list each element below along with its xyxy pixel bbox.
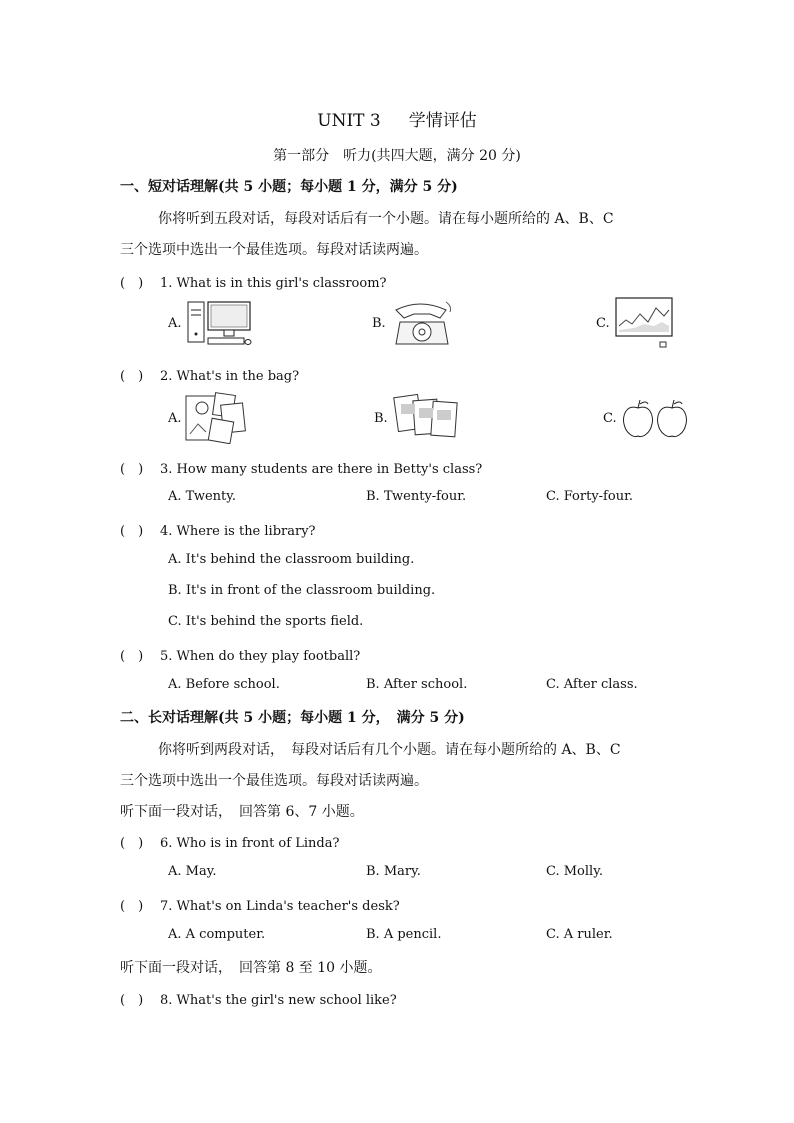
question-text: 1. What is in this girl's classroom?	[160, 276, 387, 291]
part-heading: 第一部分 听力(共四大题，满分 20 分)	[273, 148, 521, 164]
books-icon	[392, 392, 462, 442]
q7-option-c: C. A ruler.	[546, 927, 613, 942]
listen-instruction-2: 听下面一段对话， 回答第 8 至 10 小题。	[120, 960, 382, 976]
pictures-icon	[184, 392, 250, 444]
q7-option-b: B. A pencil.	[366, 927, 442, 942]
answer-blank[interactable]: ( )	[120, 524, 144, 539]
question-2	[120, 365, 299, 384]
q1-option-b-label: B.	[372, 316, 386, 331]
answer-blank[interactable]: ( )	[120, 462, 144, 477]
answer-blank[interactable]: ( )	[120, 899, 144, 914]
section1-instruction-line1: 你将听到五段对话，每段对话后有一个小题。请在每小题所给的 A、B、C	[158, 211, 614, 227]
section2-instruction-line2: 三个选项中选出一个最佳选项。每段对话读两遍。	[120, 773, 428, 789]
question-text: 7. What's on Linda's teacher's desk?	[160, 899, 400, 914]
tv-icon	[614, 296, 676, 352]
question-text: 8. What's the girl's new school like?	[160, 993, 397, 1008]
q5-option-a: A. Before school.	[168, 677, 280, 692]
question-text: 2. What's in the bag?	[160, 369, 300, 384]
question-text: 4. Where is the library?	[160, 524, 316, 539]
section2-instruction-line1: 你将听到两段对话， 每段对话后有几个小题。请在每小题所给的 A、B、C	[158, 742, 621, 758]
q3-option-b: B. Twenty-four.	[366, 489, 467, 504]
answer-blank[interactable]: ( )	[120, 649, 144, 664]
q3-option-c: C. Forty-four.	[546, 489, 633, 504]
q2-option-a-label: A.	[168, 411, 182, 426]
q7-option-a: A. A computer.	[168, 927, 266, 942]
q6-option-a: A. May.	[168, 864, 217, 879]
q5-option-b: B. After school.	[366, 677, 468, 692]
q4-option-c: C. It's behind the sports field.	[168, 614, 364, 629]
section1-instruction-line2: 三个选项中选出一个最佳选项。每段对话读两遍。	[120, 242, 428, 258]
q2-option-b-label: B.	[374, 411, 388, 426]
q2-option-c-label: C.	[603, 411, 617, 426]
q1-option-c-label: C.	[596, 316, 610, 331]
question-text: 6. Who is in front of Linda?	[160, 836, 340, 851]
q4-option-b: B. It's in front of the classroom building.	[168, 583, 436, 598]
question-6	[120, 832, 339, 851]
answer-blank[interactable]: ( )	[120, 276, 144, 291]
q1-option-a-label: A.	[168, 316, 182, 331]
answer-blank[interactable]: ( )	[120, 369, 144, 384]
question-7	[120, 895, 400, 914]
question-3	[120, 458, 482, 477]
q6-option-b: B. Mary.	[366, 864, 421, 879]
q6-option-c: C. Molly.	[546, 864, 603, 879]
telephone-icon	[390, 296, 454, 350]
question-text: 3. How many students are there in Betty's class?	[160, 462, 483, 477]
computer-icon	[186, 298, 254, 348]
answer-blank[interactable]: ( )	[120, 836, 144, 851]
q5-option-c: C. After class.	[546, 677, 638, 692]
question-1	[120, 272, 386, 291]
q4-option-a: A. It's behind the classroom building.	[168, 552, 415, 567]
section1-heading: 一、短对话理解(共 5 小题；每小题 1 分，满分 5 分)	[120, 179, 458, 195]
page-title	[0, 106, 794, 131]
question-text: 5. When do they play football?	[160, 649, 361, 664]
unit-label: UNIT 3	[317, 111, 381, 131]
apples-icon	[620, 398, 692, 440]
title-label: 学情评估	[408, 111, 477, 131]
question-5	[120, 645, 360, 664]
q3-option-a: A. Twenty.	[168, 489, 237, 504]
question-4	[120, 520, 316, 539]
question-8	[120, 989, 397, 1008]
section2-heading: 二、长对话理解(共 5 小题；每小题 1 分， 满分 5 分)	[120, 710, 465, 726]
answer-blank[interactable]: ( )	[120, 993, 144, 1008]
listen-instruction-1: 听下面一段对话， 回答第 6、7 小题。	[120, 804, 364, 820]
